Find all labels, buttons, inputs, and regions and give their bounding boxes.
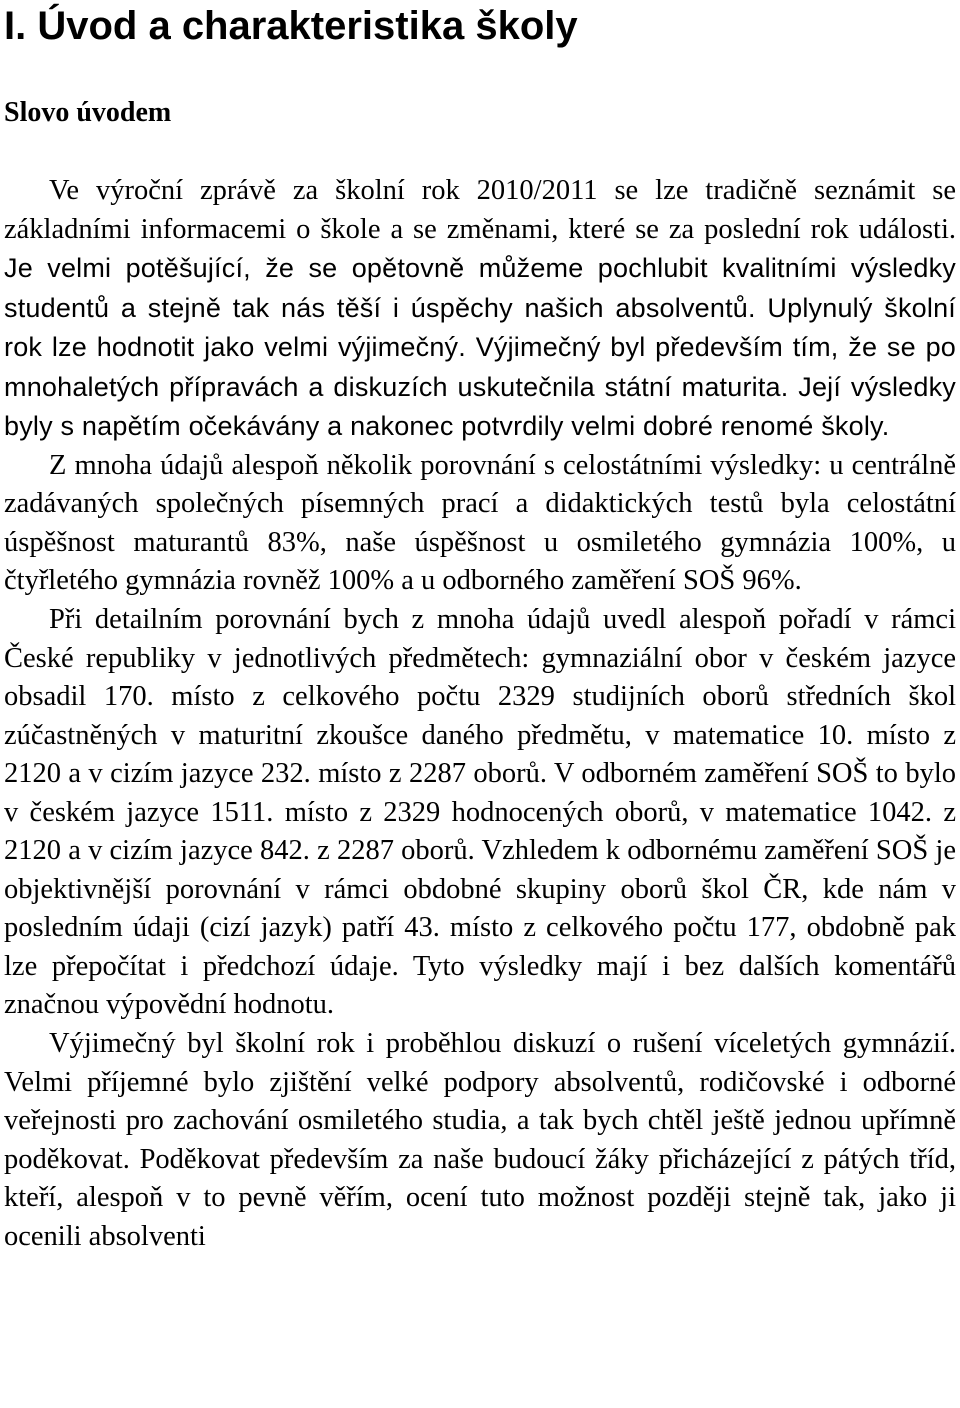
paragraph-text: Při detailním porovnání bych z mnoha údajů uvedl alespoň pořadí v rámci České republiky v jednotlivých předmětech: gymnaziální obor v českém jazyce obsadil 170. místo z celkového počtu 2329 studijních oborů středních škol zúčastněných v maturitní zkoušce daného předmětu, v matematice 10. místo z 2120 a v cizím jazyce 232. místo z 2287 oborů. V odborném zaměření SOŠ to bylo v českém jazyce 1511. místo z 2329 hodnocených oborů, v matematice 1042. z 2120 a v cizím jazyce 842. z 2287 oborů. Vzhledem k odbornému zaměření SOŠ je objektivnější porovnání v rámci obdobné skupiny oborů škol ČR, kde nám v posledním údaji (cizí jazyk) patří 43. místo z celkového počtu 177, obdobně pak lze přepočítat i předchozí údaje. Tyto výsledky mají i bez dalších komentářů značnou výpovědní hodnotu. bbox=[4, 604, 956, 1021]
paragraph-text: Výjimečný byl školní rok i proběhlou diskuzí o rušení víceletých gymnázií. Velmi příjemné bylo zjištění velké podpory absolventů, rodičovské i odborné veřejnosti pro zachování osmiletého studia, a tak bych chtěl ještě jednou upřímně poděkovat. Poděkovat především za naše budoucí žáky přicházející z pátých tříd, kteří, alespoň v to pevně věřím, ocení tuto možnost později stejně tak, jako ji ocenili absolventi bbox=[4, 1028, 956, 1252]
body-text bbox=[4, 172, 956, 1256]
paragraph-ranking bbox=[4, 601, 956, 1025]
paragraph-text: Ve výroční zprávě za školní rok 2010/2011 se lze tradičně seznámit se základními informacemi o škole a se změnami, které se za poslední rok události. bbox=[4, 175, 956, 245]
paragraph-comparison bbox=[4, 447, 956, 601]
paragraph-text: Z mnoha údajů alespoň několik porovnání s celostátními výsledky: u centrálně zadávaných společných písemných prací a didaktických testů byla celostátní úspěšnost maturantů 83%, naše úspěšnost u osmiletého gymnázia 100%, u čtyřletého gymnázia rovněž 100% a u odborného zaměření SOŠ 96%. bbox=[4, 449, 956, 597]
document-page bbox=[4, 0, 956, 1256]
paragraph-text: Je velmi potěšující, že se opětovně můžeme pochlubit kvalitními výsledky studentů a stejně tak nás těší i úspěchy našich absolventů. Uplynulý školní rok lze hodnotit jako velmi výjimečný. Výjimečný byl především tím, že se po mnohaletých přípravách a diskuzích uskutečnila státní maturita. Její výsledky byly s napětím očekávány a nakonec potvrdily velmi dobré renomé školy. bbox=[4, 253, 956, 442]
paragraph-gymnasium bbox=[4, 1025, 956, 1256]
section-title: Slovo úvodem bbox=[4, 97, 172, 128]
paragraph-intro bbox=[4, 172, 956, 447]
chapter-title: I. Úvod a charakteristika školy bbox=[4, 4, 578, 48]
